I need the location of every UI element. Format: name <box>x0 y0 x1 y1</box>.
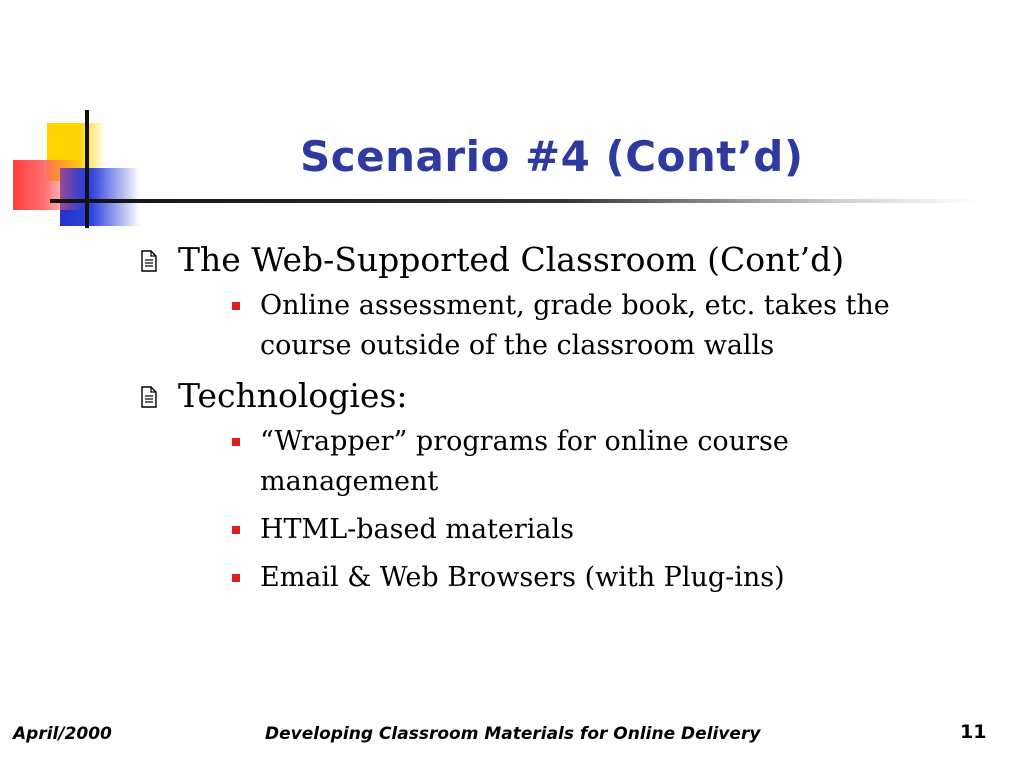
sub-bullet-list <box>178 286 940 366</box>
sub-bullet-item <box>222 286 950 366</box>
bullet-item <box>140 238 940 366</box>
red-square-bullet-icon <box>232 438 240 446</box>
bullet-item <box>140 374 940 598</box>
footer-title: Developing Classroom Materials for Online Delivery <box>265 724 761 744</box>
sub-bullet-list <box>178 422 940 598</box>
bullet-list <box>140 238 940 606</box>
sub-bullet-item <box>222 422 950 502</box>
red-square-bullet-icon <box>232 302 240 310</box>
red-square-bullet-icon <box>232 574 240 582</box>
document-icon <box>140 250 158 272</box>
sub-bullet-text: Online assessment, grade book, etc. takes the course outside of the classroom walls <box>260 290 890 361</box>
footer-date: April/2000 <box>13 724 112 744</box>
page-number: 11 <box>960 721 987 743</box>
bullet-text: Technologies: <box>178 376 408 415</box>
sub-bullet-text: “Wrapper” programs for online course management <box>260 426 789 497</box>
bullet-text: The Web-Supported Classroom (Cont’d) <box>178 240 845 279</box>
sub-bullet-text: HTML-based materials <box>260 514 574 545</box>
title-underline <box>50 199 980 203</box>
sub-bullet-text: Email & Web Browsers (with Plug-ins) <box>260 562 785 593</box>
sub-bullet-item <box>222 558 950 598</box>
slide-title: Scenario #4 (Cont’d) <box>300 132 804 181</box>
sub-bullet-item <box>222 510 950 550</box>
logo-vertical-line <box>85 110 89 228</box>
document-icon <box>140 386 158 408</box>
red-square-bullet-icon <box>232 526 240 534</box>
